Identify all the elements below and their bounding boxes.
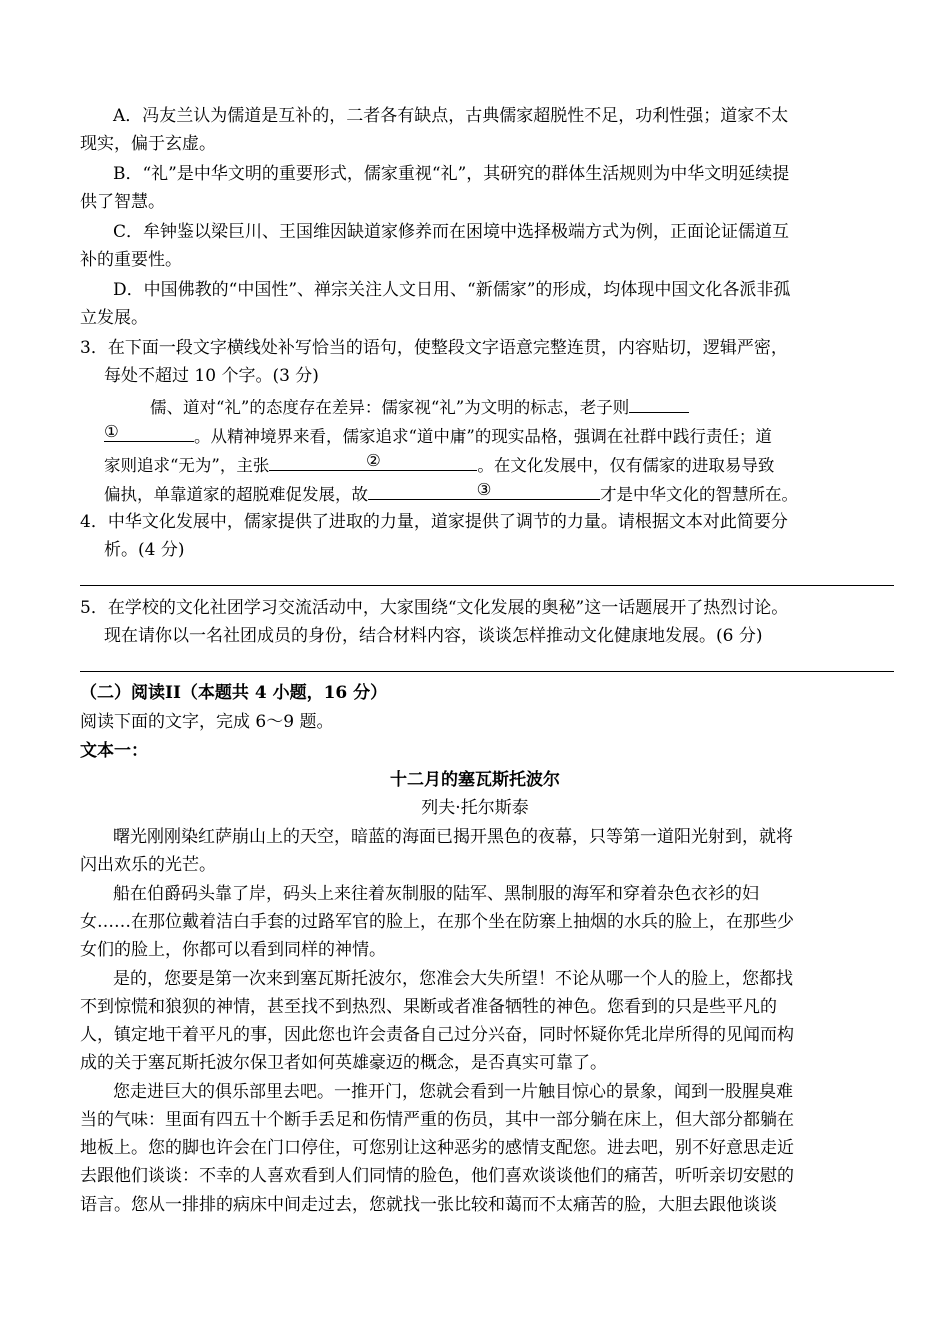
option-d-line-2: 立发展。 — [80, 308, 148, 328]
q3-passage-text-1: 儒、道对“礼”的态度存在差异：儒家视“礼”为文明的标志，老子则 — [150, 398, 630, 417]
option-c-line-2: 补的重要性。 — [80, 250, 182, 270]
section-heading: （二）阅读II（本题共 4 小题，16 分） — [80, 683, 388, 703]
article-line: 女……在那位戴着洁白手套的过路军官的脸上，在那个坐在防寨上抽烟的水兵的脸上，在那些少 — [80, 912, 794, 932]
q3-passage-line-1 — [150, 394, 689, 420]
text-one-label: 文本一： — [80, 741, 148, 761]
q3-passage-text-3b: 。在文化发展中，仅有儒家的进取易导致 — [477, 456, 775, 475]
option-b-line-2: 供了智慧。 — [80, 192, 165, 212]
section-instruction: 阅读下面的文字，完成 6～9 题。 — [80, 712, 334, 732]
q3-passage-line-2 — [104, 423, 772, 449]
article-author: 列夫·托尔斯泰 — [421, 798, 529, 818]
blank-1-number: ① — [104, 422, 119, 441]
option-a-line-2: 现实，偏于玄虚。 — [80, 134, 216, 154]
article-line: 成的关于塞瓦斯托波尔保卫者如何英雄豪迈的概念，是否真实可靠了。 — [80, 1053, 607, 1073]
article-line: 船在伯爵码头靠了岸，码头上来往着灰制服的陆军、黑制服的海军和穿着杂色衣衫的妇 — [113, 884, 759, 904]
q3-passage-text-2: 。从精神境界来看，儒家追求“道中庸”的现实品格，强调在社群中践行责任；道 — [194, 427, 772, 446]
option-d-line-1: D．中国佛教的“中国性”、禅宗关注人文日用、“新儒家”的形成，均体现中国文化各派非孤 — [113, 280, 791, 300]
option-a-line-1: A．冯友兰认为儒道是互补的，二者各有缺点，古典儒家超脱性不足，功利性强；道家不太 — [113, 106, 789, 126]
blank-2-number: ② — [365, 451, 381, 470]
article-line: 当的气味：里面有四五十个断手丢足和伤情严重的伤员，其中一部分躺在床上，但大部分都躺在 — [80, 1110, 794, 1130]
article-line: 去跟他们谈谈：不幸的人喜欢看到人们同情的脸色，他们喜欢谈谈他们的痛苦，听听亲切安慰的 — [80, 1166, 794, 1186]
q3-passage-line-3 — [104, 452, 774, 478]
answer-rule-2 — [80, 671, 894, 672]
blank-3[interactable] — [368, 481, 600, 500]
article-line: 人，镇定地干着平凡的事，因此您也许会责备自己过分兴奋，同时怀疑你凭北岸所得的见闻而构 — [80, 1025, 794, 1045]
article-line: 地板上。您的脚也许会在门口停住，可您别让这种恶劣的感情支配您。进去吧，别不好意思走近 — [80, 1138, 794, 1158]
q3-stem-line-2: 每处不超过 10 个字。(3 分) — [104, 366, 319, 386]
q3-passage-text-4b: 才是中华文化的智慧所在。 — [600, 485, 798, 504]
article-line: 女们的脸上，你都可以看到同样的神情。 — [80, 940, 386, 960]
q3-stem-line-1: 3．在下面一段文字横线处补写恰当的语句，使整段文字语意完整连贯，内容贴切，逻辑严密， — [80, 338, 788, 358]
article-line: 语言。您从一排排的病床中间走过去，您就找一张比较和蔼而不太痛苦的脸，大胆去跟他谈谈 — [80, 1195, 777, 1215]
article-line: 不到惊慌和狼狈的神情，甚至找不到热烈、果断或者准备牺牲的神色。您看到的只是些平凡的 — [80, 997, 777, 1017]
q3-passage-text-3a: 家则追求“无为”，主张 — [104, 456, 270, 475]
article-line: 闪出欢乐的光芒。 — [80, 855, 216, 875]
article-line: 曙光刚刚染红萨崩山上的天空，暗蓝的海面已揭开黑色的夜幕，只等第一道阳光射到，就将 — [113, 827, 793, 847]
q3-passage-text-4a: 偏执，单靠道家的超脱难促发展，故 — [104, 485, 368, 504]
blank-2[interactable] — [269, 452, 477, 471]
q4-line-1: 4．中华文化发展中，儒家提供了进取的力量，道家提供了调节的力量。请根据文本对此简要分 — [80, 512, 788, 532]
blank-1[interactable] — [104, 423, 194, 442]
q5-line-1: 5．在学校的文化社团学习交流活动中，大家围绕“文化发展的奥秘”这一话题展开了热烈讨论。 — [80, 598, 789, 618]
q3-passage-line-4 — [104, 481, 798, 507]
answer-rule-1 — [80, 585, 894, 586]
blank-3-number: ③ — [476, 480, 492, 499]
option-b-line-1: B．“礼”是中华文明的重要形式，儒家重视“礼”，其研究的群体生活规则为中华文明延续提 — [113, 164, 790, 184]
article-line: 是的，您要是第一次来到塞瓦斯托波尔，您准会大失所望！不论从哪一个人的脸上，您都找 — [113, 969, 793, 989]
article-line: 您走进巨大的俱乐部里去吧。一推开门，您就会看到一片触目惊心的景象，闻到一股腥臭难 — [113, 1082, 793, 1102]
q5-line-2: 现在请你以一名社团成员的身份，结合材料内容，谈谈怎样推动文化健康地发展。(6 分) — [104, 626, 763, 646]
q4-line-2: 析。(4 分) — [104, 540, 185, 560]
blank-1-start[interactable] — [629, 394, 689, 413]
option-c-line-1: C．牟钟鉴以梁巨川、王国维因缺道家修养而在困境中选择极端方式为例，正面论证儒道互 — [113, 222, 790, 242]
article-title: 十二月的塞瓦斯托波尔 — [390, 770, 560, 790]
